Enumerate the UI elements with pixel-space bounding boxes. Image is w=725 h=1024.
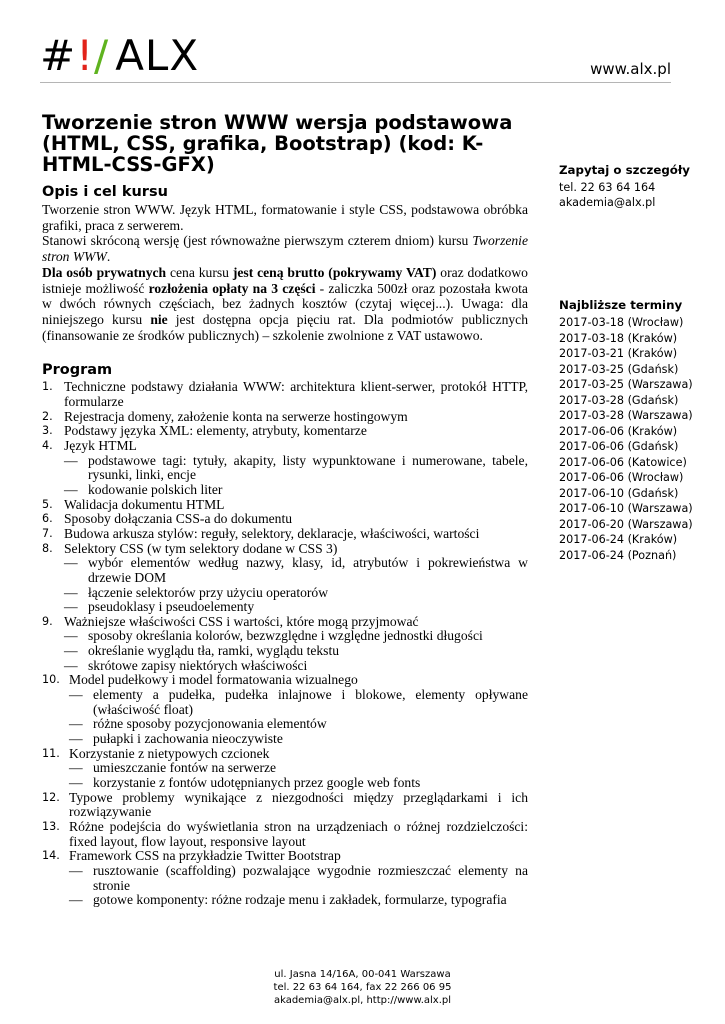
program-subitem	[69, 864, 528, 893]
term-date[interactable]: 2017-03-25 (Gdańsk)	[559, 362, 679, 376]
program-subitems	[64, 454, 528, 498]
term-date[interactable]: 2017-06-06 (Katowice)	[559, 455, 687, 469]
program-item-number: 11.	[42, 746, 60, 760]
program-subitem-text: gotowe komponenty: różne rodzaje menu i zakładek, formularze, typografia	[93, 892, 507, 908]
description-paragraph-1: Tworzenie stron WWW. Język HTML, formatowanie i style CSS, podstawowa obróbka grafiki, praca z serwerem.	[42, 202, 528, 233]
program-list	[42, 380, 528, 908]
program-item-number: 4.	[42, 438, 53, 452]
term-date[interactable]: 2017-03-18 (Kraków)	[559, 331, 678, 345]
description-paragraph-3	[42, 265, 528, 344]
term-date[interactable]: 2017-06-10 (Gdańsk)	[559, 486, 679, 500]
course-description	[42, 202, 528, 343]
installments-label: rozłożenia opłaty na 3 części	[148, 280, 316, 296]
full-course-link[interactable]: Tworzenie stron WWW	[42, 233, 528, 265]
description-paragraph-2	[42, 233, 528, 264]
program-subitem-text: łączenie selektorów przy użyciu operatorów	[88, 584, 329, 600]
program-subitem	[64, 644, 528, 659]
program-item-number: 9.	[42, 614, 53, 628]
term-date[interactable]: 2017-06-06 (Kraków)	[559, 424, 678, 438]
contact-heading: Zapytaj o szczegóły	[559, 163, 690, 177]
program-item-number: 6.	[42, 512, 53, 526]
program-item-number: 14.	[42, 849, 60, 863]
program-item-number: 13.	[42, 820, 60, 834]
dash-bullet: —	[64, 584, 78, 600]
program-item-text: Budowa arkusza stylów: reguły, selektory, deklaracje, właściwości, wartości	[64, 525, 480, 541]
program-item-number: 3.	[42, 424, 53, 438]
term-date[interactable]: 2017-03-28 (Warszawa)	[559, 409, 693, 422]
program-item-number: 7.	[42, 526, 53, 540]
program-item-number: 2.	[42, 409, 53, 423]
course-title: Tworzenie stron WWW wersja podstawowa (HTML, CSS, grafika, Bootstrap) (kod: K-HTML-CSS-GFX)	[42, 111, 513, 176]
dash-bullet: —	[64, 452, 78, 468]
program-item	[42, 410, 528, 425]
term-date[interactable]: 2017-03-21 (Kraków)	[559, 347, 678, 360]
program-subitem-text: sposoby określania kolorów, bezwzględne i względne jednostki długości	[88, 628, 483, 644]
program-item-text: Typowe problemy wynikające z niezgodności między przeglądarkami i ich rozwiązywanie	[69, 789, 528, 820]
program-item	[42, 747, 528, 791]
term-date[interactable]: 2017-03-25 (Warszawa)	[559, 378, 693, 391]
program-subitem	[69, 761, 528, 776]
program-item	[42, 439, 528, 498]
logo-name: ALX	[115, 31, 200, 80]
program-item-number: 8.	[42, 541, 53, 555]
terms-list	[559, 315, 699, 563]
description-p3-text-4: jest dostępna opcja pięciu rat. Dla podmiotów publicznych (finansowanie ze środków publicznych) – szkolenie zwolnione z VAT ustawowo.	[42, 311, 529, 343]
program-item-text: Framework CSS na przykładzie Twitter Bootstrap	[69, 848, 341, 864]
dash-bullet: —	[69, 892, 83, 908]
term-date[interactable]: 2017-03-18 (Wrocław)	[559, 316, 684, 329]
description-p3-text-1: cena kursu	[166, 264, 233, 280]
program-subitem-text: rusztowanie (scaffolding) pozwalające wygodnie rozmieszczać elementy na stronie	[93, 862, 528, 893]
dash-bullet: —	[64, 599, 78, 615]
upcoming-terms	[559, 298, 699, 563]
program-subitem	[64, 556, 528, 585]
program-item	[42, 820, 528, 849]
program-subitem-text: różne sposoby pozycjonowania elementów	[93, 716, 327, 732]
dash-bullet: —	[64, 555, 78, 571]
program-subitem	[64, 600, 528, 615]
program-subitem-text: kodowanie polskich liter	[88, 481, 223, 497]
contact-box	[559, 163, 699, 210]
program-subitems	[69, 688, 528, 747]
program-subitems	[69, 761, 528, 790]
program-item	[42, 512, 528, 527]
program-subitem	[69, 776, 528, 791]
program-subitems	[64, 629, 528, 673]
program-item-text: Walidacja dokumentu HTML	[64, 496, 225, 512]
footer-phones: tel. 22 63 64 164, fax 22 266 06 95	[273, 982, 452, 993]
term-date[interactable]: 2017-06-24 (Kraków)	[559, 533, 678, 546]
program-subitem	[69, 893, 528, 908]
contact-email[interactable]: akademia@alx.pl	[559, 196, 656, 210]
program-subitem	[64, 454, 528, 483]
private-persons-label: Dla osób prywatnych	[42, 264, 167, 280]
dash-bullet: —	[64, 643, 78, 659]
program-subitem-text: wybór elementów według nazwy, klasy, id, atrybutów i pokrewieństwa w drzewie DOM	[88, 555, 528, 585]
description-p2-text: Stanowi skróconą wersję (jest równoważne pierwszym czterem dniom) kursu	[42, 233, 473, 249]
dash-bullet: —	[69, 862, 83, 878]
program-subitem-text: korzystanie z fontów udotępnianych przez google web fonts	[93, 775, 421, 791]
dash-bullet: —	[69, 716, 83, 732]
term-date[interactable]: 2017-06-06 (Wrocław)	[559, 471, 684, 484]
logo-exclamation: !	[76, 31, 95, 80]
program-item-text: Korzystanie z nietypowych czcionek	[69, 745, 270, 761]
description-p3-text-2: oraz dodatkowo istnieje możliwość	[42, 264, 528, 296]
description-p2-end: .	[106, 249, 111, 265]
program-item-number: 1.	[42, 380, 53, 394]
program-subitem	[64, 483, 528, 498]
term-date[interactable]: 2017-03-28 (Gdańsk)	[559, 393, 679, 407]
program-item-text: Język HTML	[64, 437, 137, 453]
program-subitems	[69, 864, 528, 908]
description-p3-text-3: - zaliczka 500zł oraz pozostała kwota w dwóch równych częściach, bez żadnych kosztów (czytaj więcej...). Uwaga: dla niniejszego kursu	[42, 280, 528, 327]
dash-bullet: —	[64, 481, 78, 497]
program-item	[42, 791, 528, 820]
gross-price-label: jest ceną brutto (pokrywamy VAT)	[232, 264, 437, 280]
program-subitem	[64, 659, 528, 674]
program-item-text: Ważniejsze właściwości CSS i wartości, które mogą przyjmować	[64, 613, 419, 629]
program-item-text: Sposoby dołączania CSS-a do dokumentu	[64, 511, 293, 527]
main-content	[42, 184, 528, 908]
dash-bullet: —	[69, 687, 83, 703]
dash-bullet: —	[69, 775, 83, 791]
description-heading: Opis i cel kursu	[42, 184, 168, 200]
program-subitem	[69, 688, 528, 717]
program-subitem	[69, 732, 528, 747]
program-subitem-text: skrótowe zapisy niektórych właściwości	[88, 657, 308, 673]
term-date[interactable]: 2017-06-24 (Poznań)	[559, 548, 677, 562]
page-footer	[0, 968, 725, 1007]
program-item	[42, 849, 528, 908]
program-item-number: 12.	[42, 790, 60, 804]
alx-logo	[40, 31, 200, 80]
program-subitem-text: określanie wyglądu tła, ramki, wyglądu tekstu	[88, 643, 340, 659]
footer-links: akademia@alx.pl, http://www.alx.pl	[273, 995, 452, 1006]
program-subitem-text: pułapki i zachowania nieoczywiste	[93, 731, 283, 747]
program-item-text: Model pudełkowy i model formatowania wizualnego	[69, 672, 358, 688]
program-item	[42, 380, 528, 409]
dash-bullet: —	[64, 657, 78, 673]
terms-heading: Najbliższe terminy	[559, 298, 683, 312]
program-subitem	[69, 717, 528, 732]
program-subitem-text: pseudoklasy i pseudoelementy	[88, 599, 255, 615]
program-item-text: Podstawy języka XML: elementy, atrybuty, komentarze	[64, 423, 367, 439]
program-subitem-text: podstawowe tagi: tytuły, akapity, listy wypunktowane i numerowane, tabele, rysunki, linki, encje	[88, 452, 528, 483]
program-item	[42, 542, 528, 615]
logo-slash: /	[94, 31, 110, 80]
logo-hash: #	[40, 31, 77, 80]
term-date[interactable]: 2017-06-06 (Gdańsk)	[559, 440, 679, 453]
program-item	[42, 498, 528, 513]
program-item	[42, 615, 528, 674]
program-item	[42, 673, 528, 746]
program-item	[42, 527, 528, 542]
dash-bullet: —	[64, 628, 78, 644]
site-url: www.alx.pl	[590, 60, 671, 78]
footer-address: ul. Jasna 14/16A, 00-041 Warszawa	[274, 969, 451, 980]
not-available-label: nie	[150, 311, 168, 327]
program-subitem	[64, 586, 528, 601]
dash-bullet: —	[69, 731, 83, 747]
program-subitems	[64, 556, 528, 615]
program-item-number: 10.	[42, 673, 60, 687]
program-subitem-text: elementy a pudełka, pudełka inlajnowe i blokowe, elementy opływane (właściwość float)	[93, 687, 528, 717]
program-subitem	[64, 629, 528, 644]
term-date[interactable]: 2017-06-10 (Warszawa)	[559, 502, 693, 515]
dash-bullet: —	[69, 760, 83, 776]
program-item-number: 5.	[42, 497, 53, 511]
header-divider	[40, 82, 671, 83]
term-date[interactable]: 2017-06-20 (Warszawa)	[559, 517, 693, 531]
program-item-text: Rejestracja domeny, założenie konta na serwerze hostingowym	[64, 408, 408, 424]
program-item-text: Różne podejścia do wyświetlania stron na urządzeniach o różnej rozdzielczości: fixed layout, flow layout, responsive layout	[69, 819, 528, 849]
program-item-text: Selektory CSS (w tym selektory dodane w CSS 3)	[64, 540, 338, 556]
program-heading: Program	[42, 362, 113, 379]
contact-phone: tel. 22 63 64 164	[559, 181, 656, 194]
program-item-text: Techniczne podstawy działania WWW: architektura klient-serwer, protokół HTTP, formularze	[64, 379, 528, 409]
program-subitem-text: umieszczanie fontów na serwerze	[93, 760, 277, 776]
program-item	[42, 424, 528, 439]
